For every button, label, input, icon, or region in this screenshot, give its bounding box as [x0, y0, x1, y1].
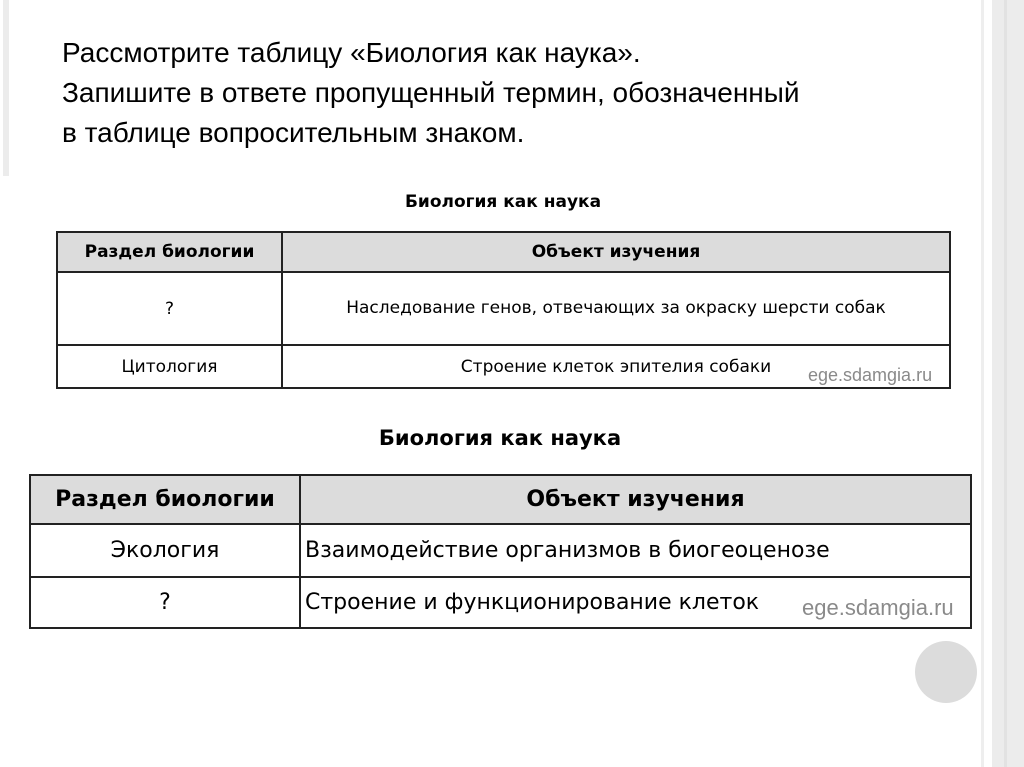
table2-cell: Строение и функционирование клеток: [300, 577, 971, 628]
right-decor-line: [981, 0, 984, 767]
table2-cell: Взаимодействие организмов в биогеоценозе: [300, 524, 971, 577]
table1-cell: Наследование генов, отвечающих за окраску шерсти собак: [282, 272, 950, 345]
table1-cell: Цитология: [57, 345, 282, 388]
table1-header: Раздел биологии: [57, 232, 282, 272]
task-line: Запишите в ответе пропущенный термин, обозначенный: [62, 77, 800, 108]
watermark: ege.sdamgia.ru: [808, 365, 933, 385]
right-decor-stripe: [1004, 0, 1007, 767]
watermark: ege.sdamgia.ru: [802, 595, 954, 620]
right-decor-bar: [992, 0, 1024, 767]
table2-cell: Экология: [30, 524, 300, 577]
table2-header: Объект изучения: [300, 475, 971, 524]
left-decor-bar: [3, 0, 9, 176]
table2-title: Биология как наука: [378, 426, 622, 450]
task-line: в таблице вопросительным знаком.: [62, 117, 525, 148]
table1-title: Биология как наука: [404, 192, 602, 212]
table1-cell: ?: [57, 272, 282, 345]
table1-header: Объект изучения: [282, 232, 950, 272]
decor-circle: [915, 641, 977, 703]
table2-cell: ?: [30, 577, 300, 628]
task-line: Рассмотрите таблицу «Биология как наука».: [62, 37, 641, 68]
task-text: [62, 33, 800, 153]
table1-cell: Строение клеток эпителия собаки: [282, 345, 950, 388]
table2-header: Раздел биологии: [30, 475, 300, 524]
